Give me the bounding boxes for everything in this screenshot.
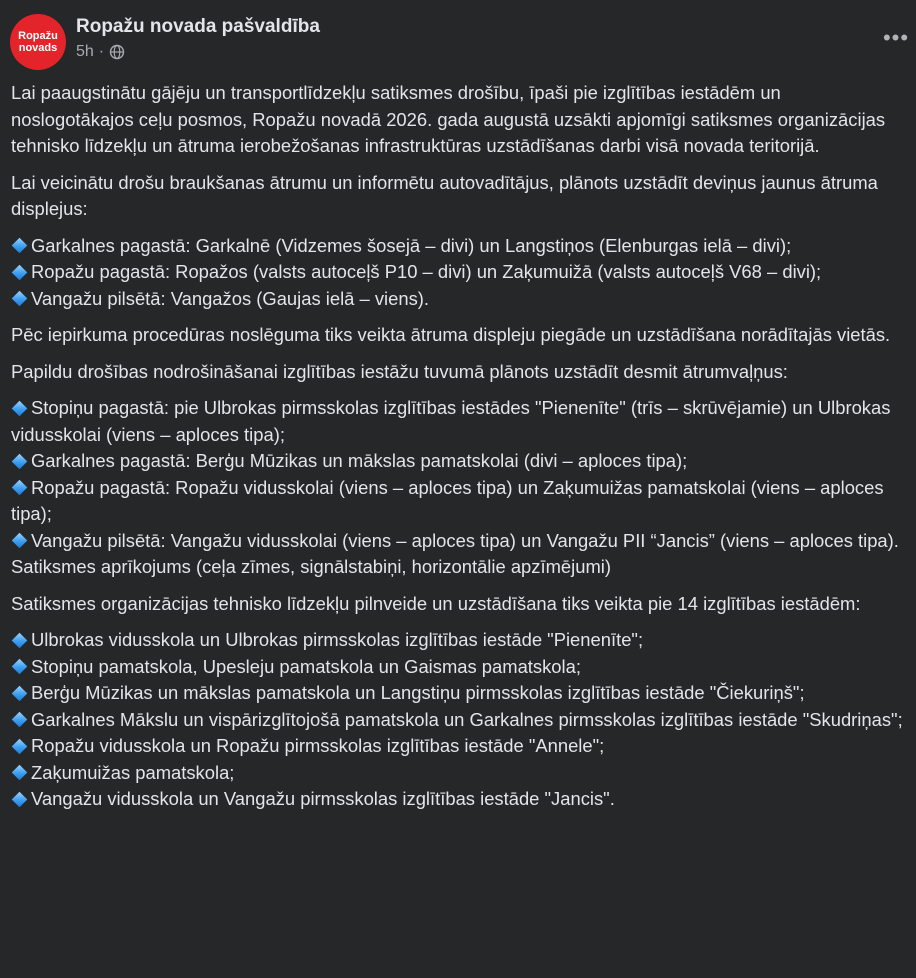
- small-blue-diamond-icon: [12, 685, 28, 701]
- small-blue-diamond-icon: [12, 400, 28, 416]
- post-paragraph: [11, 395, 906, 581]
- text-line: [11, 554, 906, 581]
- bullet-item: [11, 395, 906, 448]
- bullet-item: [11, 259, 906, 286]
- post-paragraph: [11, 233, 906, 313]
- line-text: Vangažu pilsētā: Vangažu vidusskolai (viens – aploces tipa) un Vangažu PII “Jancis” (viens – aploces tipa).: [31, 529, 899, 551]
- post-paragraph: [11, 591, 906, 618]
- small-blue-diamond-icon: [12, 291, 28, 307]
- bullet-item: [11, 286, 906, 313]
- post-paragraph: [11, 170, 906, 223]
- avatar-text-line-1: Ropažu: [18, 30, 58, 42]
- post-paragraph: [11, 80, 906, 160]
- page-avatar[interactable]: [10, 14, 66, 70]
- page-name[interactable]: Ropažu novada pašvaldība: [76, 16, 320, 37]
- bullet-item: [11, 233, 906, 260]
- small-blue-diamond-icon: [12, 738, 28, 754]
- line-text: Berģu Mūzikas un mākslas pamatskola un Langstiņu pirmsskolas izglītības iestāde "Čiekuriņš";: [31, 682, 805, 703]
- line-text: Ulbrokas vidusskola un Ulbrokas pirmsskolas izglītības iestāde "Pienenīte";: [31, 629, 644, 650]
- small-blue-diamond-icon: [12, 659, 28, 675]
- text-line: [11, 359, 906, 386]
- post-paragraph: [11, 322, 906, 349]
- bullet-item: [11, 760, 906, 787]
- bullet-item: [11, 733, 906, 760]
- line-text: Papildu drošības nodrošināšanai izglītības iestāžu tuvumā plānots uzstādīt desmit ātrumvaļņus:: [11, 360, 788, 382]
- line-text: Garkalnes Mākslu un vispārizglītojošā pamatskola un Garkalnes pirmsskolas izglītības iestāde "Skudriņas";: [31, 708, 903, 730]
- post-paragraph: [11, 627, 906, 813]
- post-time[interactable]: 5h: [76, 43, 94, 60]
- line-text: Garkalnes pagastā: Berģu Mūzikas un mākslas pamatskolai (divi – aploces tipa);: [31, 450, 688, 471]
- line-text: Ropažu vidusskola un Ropažu pirmsskolas izglītības iestāde "Annele";: [31, 735, 605, 756]
- post-content: [11, 80, 906, 823]
- line-text: Satiksmes organizācijas tehnisko līdzekļu pilnveide un uzstādīšana tiks veikta pie 14 izglītības iestādēm:: [11, 592, 861, 614]
- line-text: Garkalnes pagastā: Garkalnē (Vidzemes šosejā – divi) un Langstiņos (Elenburgas ielā – divi);: [31, 234, 792, 256]
- small-blue-diamond-icon: [12, 632, 28, 648]
- line-text: Zaķumuižas pamatskola;: [31, 761, 235, 783]
- text-line: [11, 591, 906, 618]
- small-blue-diamond-icon: [12, 264, 28, 280]
- line-text: Lai paaugstinātu gājēju un transportlīdzekļu satiksmes drošību, īpaši pie izglītības iestādēm un noslogotākajos ceļu posmos, Ropažu novadā 2026. gada augustā uzsākti apjomīgi satiksmes organizācijas tehnisko līdzekļu un ātruma ierobežošanas infrastruktūras uzstādīšanas darbi visā novada teritorijā.: [11, 82, 886, 156]
- bullet-item: [11, 627, 906, 654]
- post-paragraph: [11, 359, 906, 386]
- line-text: Ropažu pagastā: Ropažu vidusskolai (viens – aploces tipa) un Zaķumuižas pamatskolai (viens – aploces tipa);: [11, 476, 884, 524]
- small-blue-diamond-icon: [12, 238, 28, 254]
- post-header: [0, 0, 916, 80]
- small-blue-diamond-icon: [12, 480, 28, 496]
- meta-separator: ·: [98, 43, 105, 60]
- text-line: [11, 80, 906, 160]
- bullet-item: [11, 448, 906, 475]
- bullet-item: [11, 786, 906, 813]
- line-text: Vangažu pilsētā: Vangažos (Gaujas ielā – viens).: [31, 287, 430, 309]
- line-text: Lai veicinātu drošu braukšanas ātrumu un informētu autovadītājus, plānots uzstādīt deviņus jaunus ātruma displejus:: [11, 171, 878, 219]
- small-blue-diamond-icon: [12, 765, 28, 781]
- avatar-text-line-2: novads: [18, 42, 58, 54]
- small-blue-diamond-icon: [12, 453, 28, 469]
- bullet-item: [11, 528, 906, 555]
- line-text: Satiksmes aprīkojums (ceļa zīmes, signālstabiņi, horizontālie apzīmējumi): [11, 556, 611, 577]
- line-text: Stopiņu pamatskola, Upesleju pamatskola un Gaismas pamatskola;: [31, 655, 581, 677]
- line-text: Vangažu vidusskola un Vangažu pirmsskolas izglītības iestāde "Jancis".: [31, 788, 615, 809]
- bullet-item: [11, 654, 906, 681]
- line-text: Ropažu pagastā: Ropažos (valsts autoceļš P10 – divi) un Zaķumuižā (valsts autoceļš V68 – divi);: [31, 261, 822, 282]
- text-line: [11, 322, 906, 349]
- globe-icon[interactable]: [109, 44, 125, 60]
- more-options-icon[interactable]: •••: [882, 25, 910, 50]
- small-blue-diamond-icon: [12, 712, 28, 728]
- small-blue-diamond-icon: [12, 791, 28, 807]
- line-text: Stopiņu pagastā: pie Ulbrokas pirmsskolas izglītības iestādes "Pienenīte" (trīs – skrūvējamie) un Ulbrokas vidusskolai (viens – aploces tipa);: [11, 397, 891, 445]
- line-text: Pēc iepirkuma procedūras noslēguma tiks veikta ātruma displeju piegāde un uzstādīšana norādītajās vietās.: [11, 324, 891, 345]
- bullet-item: [11, 475, 906, 528]
- text-line: [11, 170, 906, 223]
- post-meta: [76, 43, 125, 61]
- small-blue-diamond-icon: [12, 533, 28, 549]
- bullet-item: [11, 707, 906, 734]
- bullet-item: [11, 680, 906, 707]
